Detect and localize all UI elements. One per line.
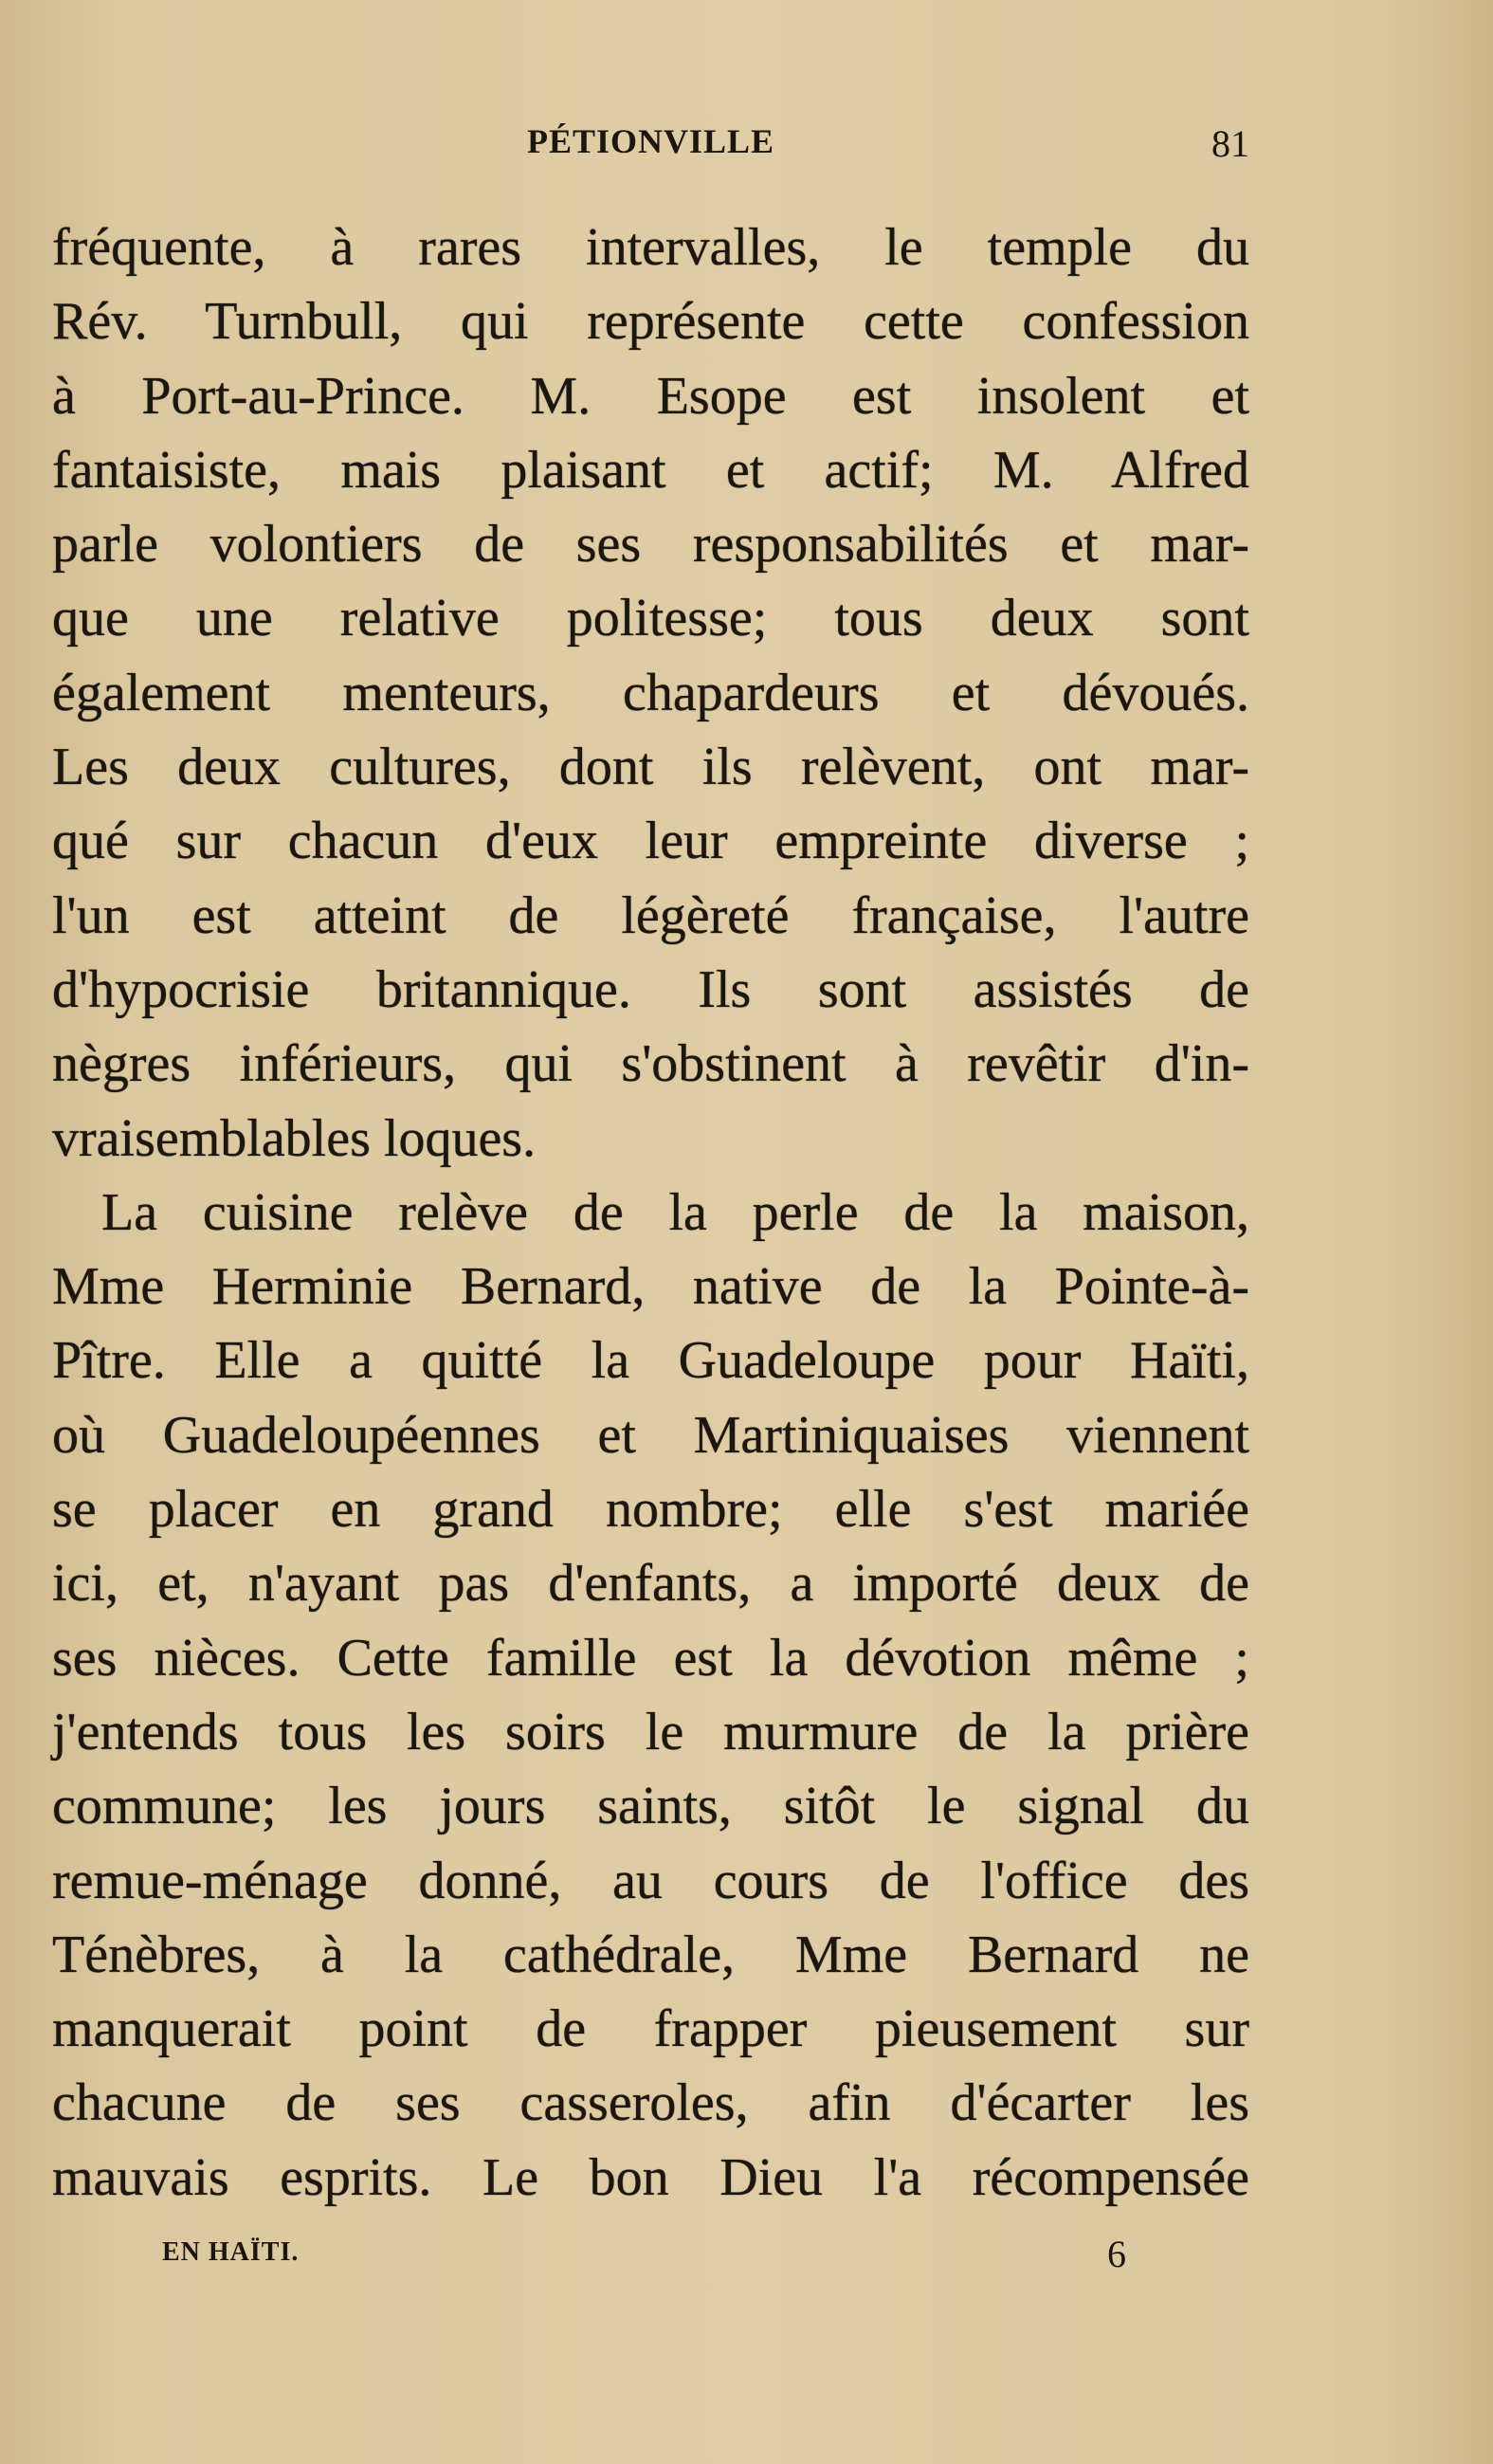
body-text (52, 210, 1249, 2215)
text-line: Pître. Elle a quitté la Guadeloupe pour Haïti, (52, 1331, 1249, 1391)
text-line: chacune de ses casseroles, afin d'écarter les (52, 2073, 1249, 2133)
text-line: que une relative politesse; tous deux sont (52, 589, 1249, 648)
running-title: PÉTIONVILLE (526, 122, 775, 160)
printer-signature: EN HAÏTI. (162, 2237, 300, 2267)
text-line: vraisemblables loques. (52, 1108, 537, 1168)
text-line: Ténèbres, à la cathédrale, Mme Bernard ne (52, 1925, 1249, 1984)
page-footer (0, 2233, 1493, 2285)
text-line: fantaisiste, mais plaisant et actif; M. Alfred (52, 440, 1249, 500)
page-number: 81 (1211, 122, 1249, 165)
text-line: également menteurs, chapardeurs et dévoués. (52, 663, 1249, 722)
signature-number: 6 (1107, 2233, 1126, 2275)
page-header (52, 121, 1249, 169)
text-line: nègres inférieurs, qui s'obstinent à revêtir d'in- (52, 1034, 1249, 1094)
text-line: La cuisine relève de la perle de la maison, (101, 1182, 1249, 1242)
text-line: remue-ménage donné, au cours de l'office des (52, 1851, 1249, 1910)
text-line: ici, et, n'ayant pas d'enfants, a importé deux de (52, 1554, 1249, 1614)
text-line: Rév. Turnbull, qui représente cette confession (52, 292, 1249, 352)
text-line: j'entends tous les soirs le murmure de la prière (52, 1702, 1249, 1761)
text-line: l'un est atteint de légèreté française, l'autre (52, 885, 1249, 945)
text-line: où Guadeloupéennes et Martiniquaises viennent (52, 1405, 1249, 1465)
text-line: Mme Herminie Bernard, native de la Pointe-à- (52, 1257, 1249, 1317)
text-line: commune; les jours saints, sitôt le signal du (52, 1777, 1249, 1836)
text-line: Les deux cultures, dont ils relèvent, ont mar- (52, 738, 1249, 797)
text-line: qué sur chacun d'eux leur empreinte diverse ; (52, 812, 1249, 871)
text-line: à Port-au-Prince. M. Esope est insolent et (52, 366, 1249, 426)
text-line: fréquente, à rares intervalles, le temple du (52, 218, 1249, 277)
text-line: mauvais esprits. Le bon Dieu l'a récompensée (52, 2147, 1249, 2207)
text-line: d'hypocrisie britannique. Ils sont assistés de (52, 959, 1249, 1019)
text-line: manquerait point de frapper pieusement sur (52, 1999, 1249, 2059)
text-line: ses nièces. Cette famille est la dévotion même ; (52, 1628, 1249, 1688)
text-line: parle volontiers de ses responsabilités et mar- (52, 515, 1249, 575)
text-line: se placer en grand nombre; elle s'est mariée (52, 1480, 1249, 1540)
